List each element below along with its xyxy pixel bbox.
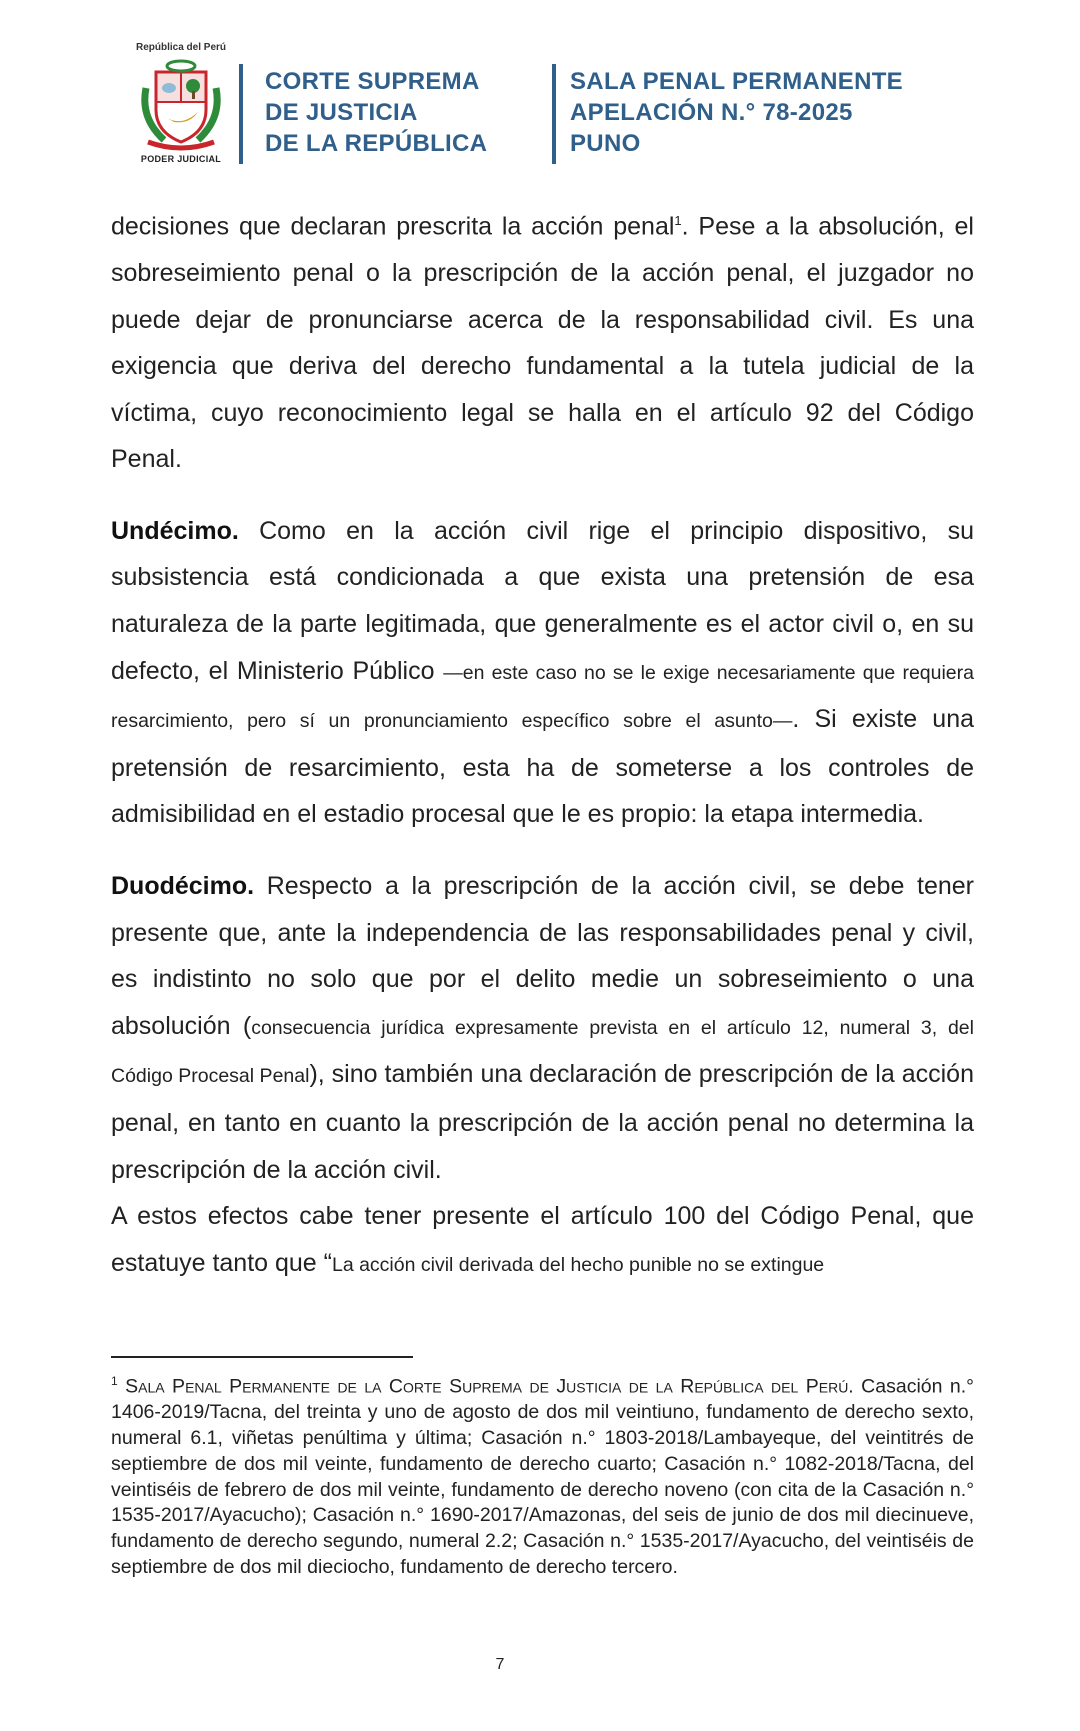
logo-top-text: República del Perú [135,42,227,53]
paragraph-heading: Duodécimo. [111,872,255,901]
paragraph-text: . Pese a la absolución, el sobreseimiento penal o la prescripción de la acción penal, el juzgador no puede dejar de pronunciarse acerca de la responsabilidad civil. Es una exigencia que deriva del derecho fundamental a la tutela judicial de la víctima, cuyo reconocimiento legal se halla en el artículo 92 del Código Penal. [111,212,974,474]
footnote-separator [111,1356,413,1358]
paragraph-aside: —en este caso no se le exige necesariamente que requiera resarcimiento, pero sí un pronunciamiento específico sobre el asunto— [111,661,974,733]
paragraph-text: . Si existe una pretensión de resarcimiento, esta ha de someterse a los controles de admisibilidad en el estadio procesal que le es propio: la etapa intermedia. [111,705,975,829]
paragraph-text: Como en la acción civil rige el principio dispositivo, su subsistencia está condicionada a que exista una pretensión de esa naturaleza de la parte legitimada, que generalmente es el actor civil o, en su defecto, el Ministerio Público [111,516,974,685]
court-title [265,66,487,159]
header-divider [552,64,556,164]
quoted-text: La acción civil derivada del hecho punible no se extingue [331,1253,825,1276]
page-number: 7 [495,1656,505,1673]
footnote-court-name: Sala Penal Permanente de la Corte Suprema de Justicia de la República del Perú. [125,1375,854,1398]
case-title [570,66,903,159]
paragraph-text: decisiones que declaran prescrita la acción penal [111,212,675,241]
court-title-line: DE JUSTICIA [265,99,418,126]
document-body [111,198,974,1288]
case-title-line: SALA PENAL PERMANENTE [570,68,903,95]
coat-of-arms-icon [134,58,228,152]
paragraph-articulo-100 [111,1193,974,1288]
court-title-line: CORTE SUPREMA [265,68,480,95]
case-title-line: APELACIÓN N.° 78-2025 [570,99,853,126]
footnote-ref: 1 [674,213,682,228]
paragraph [111,198,974,483]
paragraph-text: ), sino también una declaración de prescripción de la acción penal, en tanto en cuanto la prescripción de la acción penal no determina la prescripción de la acción civil. [111,1060,974,1184]
page-header [0,0,1080,180]
footnote-number: 1 [111,1374,118,1388]
paragraph-heading: Undécimo. [111,516,239,545]
paragraph-undecimo [111,508,974,838]
paragraph-text: Respecto a la prescripción de la acción civil, se debe tener presente que, ante la independencia de las responsabilidades penal y civil, es indistinto no solo que por el delito medie un sobreseimiento o una absolución ( [111,872,974,1040]
case-title-line: PUNO [570,130,641,157]
header-divider [239,64,243,164]
paragraph-text: A estos efectos cabe tener presente el artículo 100 del Código Penal, que estatuye tanto que “ [111,1202,974,1277]
poder-judicial-logo [122,42,240,170]
paragraph-duodecimo [111,863,974,1193]
footnote [111,1369,974,1581]
court-title-line: DE LA REPÚBLICA [265,130,488,157]
logo-caption: PODER JUDICIAL [140,154,222,164]
footnote-text: Casación n.° 1406-2019/Tacna, del treinta y uno de agosto de dos mil veintiuno, fundamento de derecho sexto, numeral 6.1, viñetas penúltima y última; Casación n.° 1803-2018/Lambayeque, del veintitrés de septiembre de dos mil veinte, fundamento de derecho cuarto; Casación n.° 1082-2018/Tacna, del veintiséis de febrero de dos mil veinte, fundamento de derecho noveno (con cita de la Casación n.° 1535-2017/Ayacucho); Casación n.° 1690-2017/Amazonas, del seis de junio de dos mil diecinueve, fundamento de derecho segundo, numeral 2.2; Casación n.° 1535-2017/Ayacucho, del veintiséis de septiembre de dos mil dieciocho, fundamento de derecho tercero. [111,1375,974,1579]
paragraph-aside: consecuencia jurídica expresamente prevista en el artículo 12, numeral 3, del Código Procesal Penal [111,1016,974,1088]
